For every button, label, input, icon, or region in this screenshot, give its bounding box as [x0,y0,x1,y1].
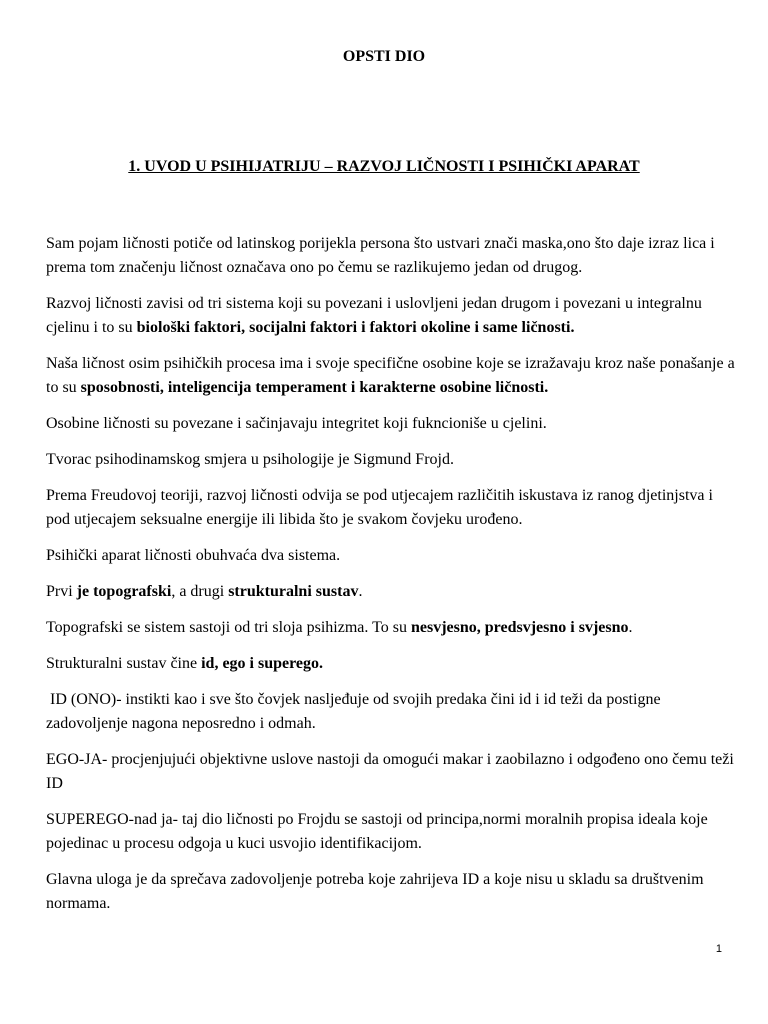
bold-text: sposobnosti, inteligencija temperament i karakterne osobine ličnosti. [80,379,549,396]
paragraph-text: Razvoj ličnosti zavisi od tri sistema koji su povezani i uslovljeni jedan drugom i povezani u integralnu cjelinu i to su [46,295,702,336]
paragraph-text: Naša ličnost osim psihičkih procesa ima i svoje specifične osobine koje se izražavaju kroz naše ponašanje a to su [46,355,735,396]
bold-text: biološki faktori, socijalni faktori i faktori okoline i same ličnosti. [136,319,575,336]
document-body [46,232,736,928]
paragraph-text: Topografski se sistem sastoji od tri sloja psihizma. To su [46,619,411,636]
paragraph-freud: Tvorac psihodinamskog smjera u psihologije je Sigmund Frojd. [46,451,454,468]
paragraph-structural [46,652,736,676]
page-number: 1 [715,943,722,955]
paragraph-integrity: Osobine ličnosti su povezane i sačinjavaju integritet koji fukncioniše u cjelini. [46,415,547,432]
paragraph-superego: SUPEREGO-nad ja- taj dio ličnosti po Frojdu se sastoji od principa,normi moralnih propisa ideala koje pojedinac u procesu odgoja u kuci usvojio identifikacijom. [46,811,708,852]
bold-text: nesvjesno, predsvjesno i svjesno [411,619,629,636]
paragraph-id: ID (ONO)- instikti kao i sve što čovjek nasljeđuje od svojih predaka čini id i id teži da postigne zadovoljenje nagona neposredno i odmah. [46,691,665,732]
paragraph-freud-theory: Prema Freudovoj teoriji, razvoj ličnosti odvija se pod utjecajem različitih iskustava iz ranog djetinjstva i pod utjecajem seksualne energije ili libida što je svakom čovjeku urođeno. [46,487,713,528]
paragraph-text: Prvi [46,583,77,600]
document-title: OPSTI DIO [342,48,426,65]
paragraph-superego-role: Glavna uloga je da sprečava zadovoljenje potreba koje zahrijeva ID a koje nisu u skladu sa društvenim normama. [46,871,704,912]
paragraph-text: Strukturalni sustav čine [46,655,202,672]
bold-text: id, ego i superego. [201,655,324,672]
paragraph-development-systems [46,292,736,340]
paragraph-psychic-apparatus: Psihički aparat ličnosti obuhvaća dva sistema. [46,547,341,564]
paragraph-text: . [358,583,363,600]
chapter-heading: 1. UVOD U PSIHIJATRIJU – RAZVOJ LIČNOSTI I PSIHIČKI APARAT [128,158,640,175]
paragraph-ego: EGO-JA- procjenjujući objektivne uslove nastoji da omogući makar i zaobilazno i odgođeno ono čemu teži ID [46,751,734,792]
paragraph-text: , a drugi [171,583,229,600]
paragraph-two-systems [46,580,736,604]
paragraph-topographic [46,616,736,640]
paragraph-persona: Sam pojam ličnosti potiče od latinskog porijekla persona što ustvari znači maska,ono što daje izraz lica i prema tom značenju ličnost označava ono po čemu se razlikujemo jedan od drugog. [46,235,715,276]
bold-text: strukturalni sustav [228,583,359,600]
bold-text: je topografski [76,583,172,600]
paragraph-traits [46,352,736,400]
paragraph-text: . [628,619,633,636]
